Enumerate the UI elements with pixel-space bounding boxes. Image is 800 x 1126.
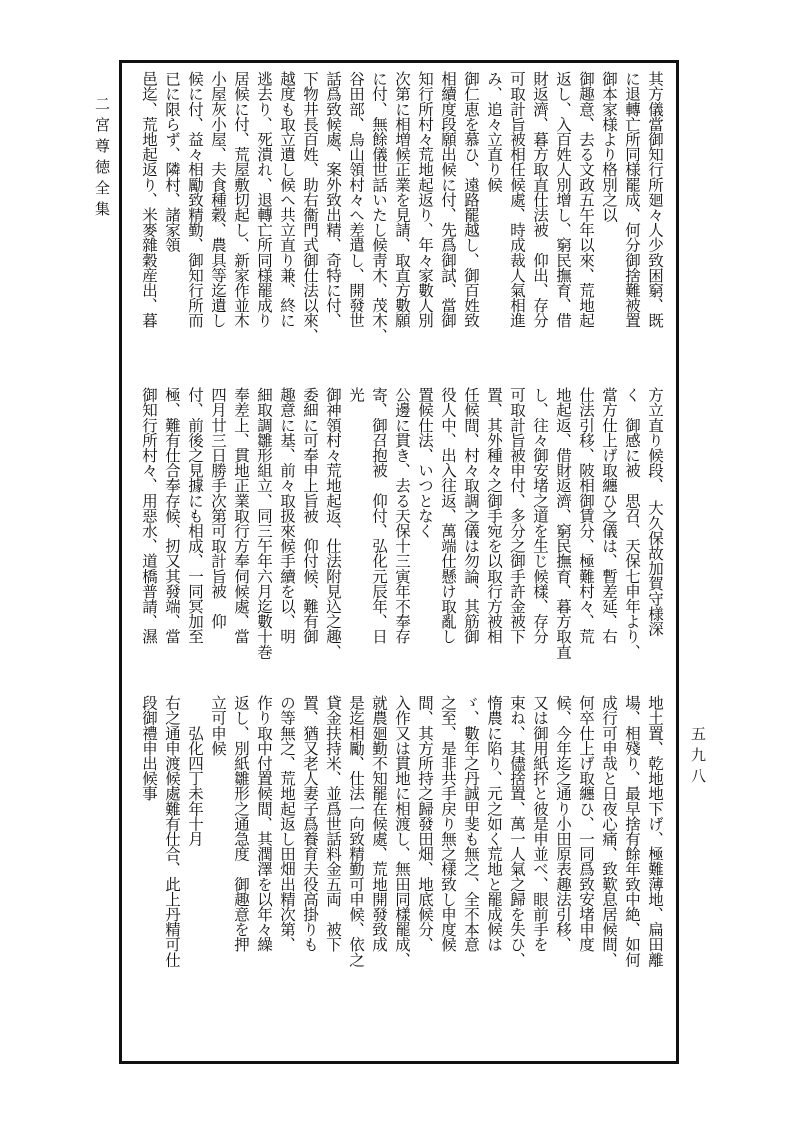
text-column: し、往々御安堵之道を生じ候樣、存分 <box>531 387 549 644</box>
text-column: 置、猶又老人妻子爲養育夫役高掛りも <box>301 695 319 952</box>
text-column: 居候に付、荒屋敷切起し、新家作並木 <box>232 71 250 328</box>
text-column: 場、相殘り、最早捨有餘年致中絶、如何 <box>623 695 641 967</box>
text-column: 方立直り候段、 大久保故加賀守様深 <box>646 387 664 636</box>
text-column: 趣意に基、前々取扱來候手續を以、明 <box>278 387 296 644</box>
page-frame <box>119 60 679 1064</box>
text-column: 作り取中付置候間、其潤澤を以年々繰 <box>255 695 273 952</box>
text-column: の等無之、荒地起返し田畑出精次第、 <box>278 695 296 952</box>
text-column: 入作又は貫地に相渡し、無田同樣罷成、 <box>393 695 411 967</box>
text-column: 次第に相増候正業を見請、取直方數願 <box>393 71 411 328</box>
text-column: 逃去り、死潰れ、退轉亡所同様罷成り <box>255 71 273 328</box>
text-column: 候、今年迄之通り小田原表趣法引移、 <box>554 695 572 952</box>
text-column: 是迄相勵、仕法一向致精勤可申候、依之 <box>347 695 365 967</box>
text-column: 光 <box>347 387 365 403</box>
bottom-text-block <box>122 695 676 1059</box>
text-column: 公邊に貫き、去る天保十三寅年不奉存 <box>393 387 411 644</box>
text-column: に退轉亡所同様罷成、何分御捨難被置 <box>623 71 641 328</box>
text-column: 貸金扶持米、並爲世話料金五両 被下 <box>324 695 342 952</box>
middle-text-block <box>122 387 676 679</box>
text-column: 委細に可奉申上旨被 仰付候、難有御 <box>301 387 319 644</box>
text-column: く 御感に被 思召、天保七申年より、 <box>623 387 641 659</box>
text-column: み、追々立直り候 <box>485 71 503 192</box>
text-column: 財返濟、暮方取直仕法被 仰出、存分 <box>531 71 549 328</box>
text-column: 又は御用紙抔と彼是申並べ、眼前手を <box>531 695 549 952</box>
page-number: 五九八 <box>689 726 707 789</box>
text-column: 右之通申渡候處難有仕合、此上丹精可仕 <box>163 695 181 967</box>
text-column: 付、前後之見據にも相成、一同冥加至 <box>186 387 204 644</box>
text-column: 寄、御召抱被 仰付、弘化元辰年、日 <box>370 387 388 644</box>
text-column: 成行可申哉と日夜心痛、致歎息居候間、 <box>600 695 618 967</box>
text-column: 何卒仕上げ取纏ひ、一同爲致安堵申度 <box>577 695 595 952</box>
text-column: 御知行所村々、用惡水、道橋普請、濕 <box>140 387 158 644</box>
text-column: 地土置、乾地地下げ、極難薄地、扁田離 <box>646 695 664 967</box>
text-column: 就農廻勤不知罷在候處、荒地開發致成 <box>370 695 388 952</box>
text-column: 越度も取立遺し候へ共立直り兼、終に <box>278 71 296 328</box>
text-column: 谷田部、烏山領村々へ差遣し、開發世 <box>347 71 365 328</box>
text-column: 任候間、村々取調之儀は勿論、其筋御 <box>462 387 480 644</box>
text-column: 御趣意、去る文政五午年以來、荒地起 <box>577 71 595 328</box>
text-column: 置候仕法、いつとなく <box>416 387 434 539</box>
text-column: 可取計旨被相任候處、時成裁人氣相進 <box>508 71 526 328</box>
text-column: 間、其方所持之歸發田畑、地底候分、 <box>416 695 434 952</box>
text-column: 奉差上、貫地正業取行方奉伺候處、當 <box>232 387 250 644</box>
text-column: 仕法引移、陂相御賃分、極難村々、荒 <box>577 387 595 644</box>
text-column: に付、無餘儀世話いたし候靑木、茂木、 <box>370 71 388 343</box>
text-column: 四月廿三日勝手次第可取計旨被 仰 <box>209 387 227 629</box>
book-title: 二宮尊徳全集 <box>93 96 111 222</box>
text-column: 御本家様より格別之以 <box>600 71 618 223</box>
text-column: 已に限らず、隣村、諸家領 <box>163 71 181 253</box>
text-column: 可取計旨被申付、多分之御手許金被下 <box>508 387 526 644</box>
text-column: 返し、別紙雛形之通急度 御趣意を押 <box>232 695 250 952</box>
text-column: 役人中、出入往返、萬端仕懸け取亂し <box>439 387 457 644</box>
text-column: 極、難有仕合奉存候、扨又其發端、當 <box>163 387 181 644</box>
text-column: ゞ、數年之丹誠甲斐も無之、全不本意 <box>462 695 480 952</box>
text-column: 其方儀當御知行所廻々人少致困窮、既 <box>646 71 664 328</box>
text-column: 立可申候 <box>209 695 227 756</box>
text-column: 小屋灰小屋、夫食種穀、農具等迄遺し <box>209 71 227 328</box>
text-column: 之至、是非共手戻り無之樣致し申度候 <box>439 695 457 952</box>
text-column: 御神領村々荒地起返、仕法附見込之趣、 <box>324 387 342 659</box>
text-column: 邑迄、荒地起返り、米麥雜穀産出、暮 <box>140 71 158 328</box>
text-column: 下物井長百姓、助右衞門式御仕法以來、 <box>301 71 319 343</box>
text-column: 束ね、其儘捨置、萬一人氣之歸を失ひ、 <box>508 695 526 967</box>
text-column: 段御禮申出候事 <box>140 695 158 801</box>
text-column: 相續度段願出候に付、先爲御試、當御 <box>439 71 457 328</box>
text-column: 話爲致候處、案外致出精、奇特に付、 <box>324 71 342 328</box>
text-column: 地起返、借財返濟、窮民撫育、暮方取直 <box>554 387 572 659</box>
text-column: 當方仕上げ取纏ひ之儀は、暫差延、右 <box>600 387 618 644</box>
text-column: 返し、入百姓人別增し、窮民撫育、借 <box>554 71 572 328</box>
text-column: 知行所村々荒地起返り、年々家數人別 <box>416 71 434 328</box>
text-column: 御仁恵を慕ひ、遠路罷越し、御百姓致 <box>462 71 480 328</box>
top-text-block <box>122 71 676 374</box>
text-column: 置、其外種々之御手宛を以取行方被相 <box>485 387 503 644</box>
text-column: 細取調雛形組立、同三午年六月迄數十巻 <box>255 387 273 659</box>
text-column: 弘化四丁未年十月 <box>186 695 204 847</box>
text-column: 惰農に陷り、元之如く荒地と罷成候は <box>485 695 503 952</box>
text-column: 候に付、益々相勵致精勤、御知行所而 <box>186 71 204 328</box>
